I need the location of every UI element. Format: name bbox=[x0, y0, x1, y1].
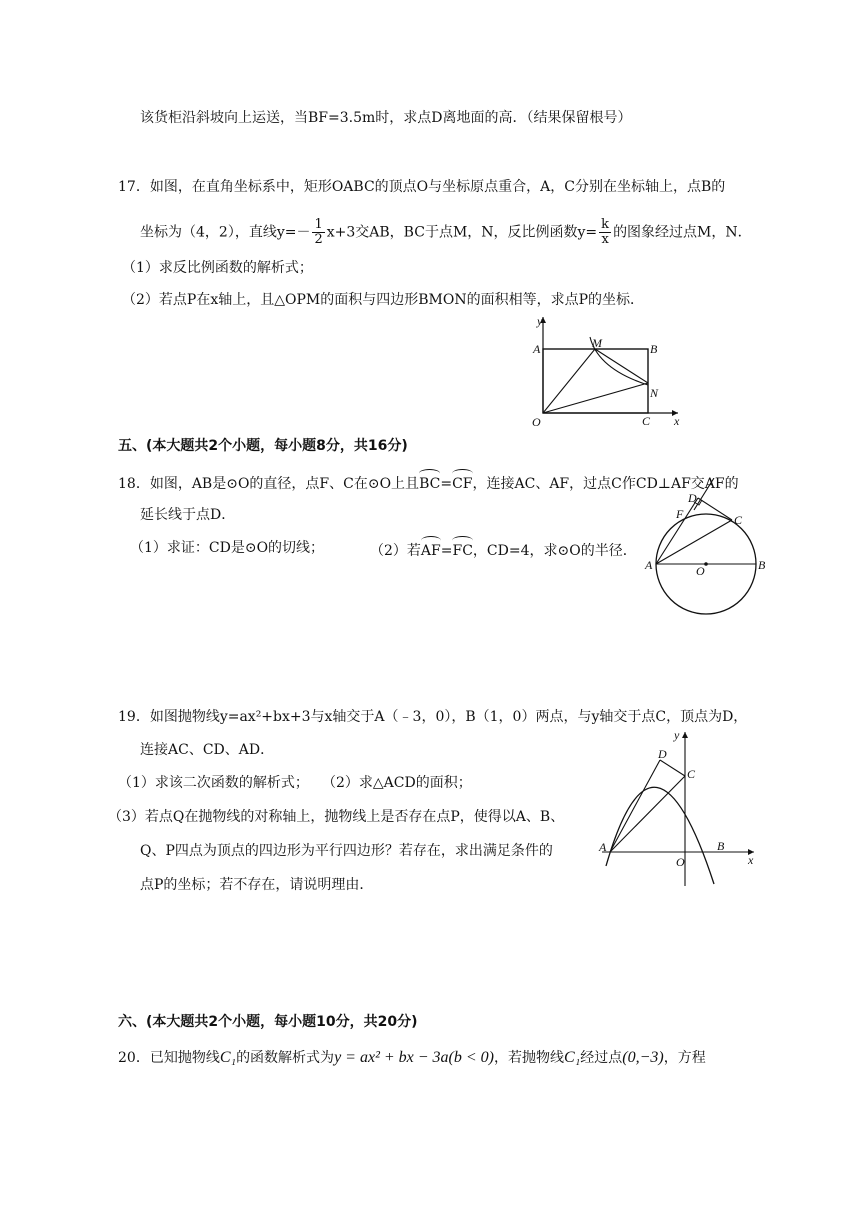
fig18-label: O bbox=[696, 564, 705, 578]
fraction-one-half: $\frac{1}{2}$ bbox=[314, 217, 323, 247]
q18-part1: （1）求证：CD是⊙O的切线； bbox=[130, 540, 325, 556]
q19-part3-2: Q、P四点为顶点的四边形为平行四边形？若存在，求出满足条件的 bbox=[140, 843, 553, 859]
equals: = bbox=[440, 476, 453, 492]
q17-figure bbox=[528, 313, 688, 431]
q18-line2: 延长线于点D． bbox=[140, 507, 236, 523]
fig17-label: N bbox=[650, 386, 659, 400]
c1-symbol: C₁ bbox=[564, 1049, 581, 1066]
fig19-label: y bbox=[674, 728, 680, 742]
q19-part2: （2）求△ACD的面积； bbox=[322, 775, 472, 791]
q19-part3-1: （3）若点Q在抛物线的对称轴上，抛物线上是否存在点P，使得以A、B、 bbox=[108, 809, 565, 825]
q18-line1-a: 18．如图，AB是⊙O的直径，点F、C在⊙O上且 bbox=[118, 476, 420, 492]
q19-part3-3: 点P的坐标；若不存在，请说明理由． bbox=[140, 877, 374, 893]
q20-b: 的函数解析式为 bbox=[236, 1050, 335, 1066]
q17-line1: 17．如图，在直角坐标系中，矩形OABC的顶点O与坐标原点重合，A，C分别在坐标轴上，点B的 bbox=[118, 179, 726, 195]
fig17-label: M bbox=[592, 336, 602, 350]
q18-figure bbox=[640, 478, 770, 616]
section-5-title: 五、(本大题共2个小题，每小题8分，共16分) bbox=[118, 438, 408, 454]
fig18-label: A bbox=[645, 558, 653, 572]
arc-fc: FC bbox=[452, 538, 472, 561]
q18-line1-b: ，连接AC、AF，过点C作CD⊥AF交AF的 bbox=[472, 476, 739, 492]
fig17-label: A bbox=[533, 342, 541, 356]
section-6-title: 六、(本大题共2个小题，每小题10分，共20分) bbox=[118, 1014, 418, 1030]
arc-bc: BC bbox=[419, 471, 440, 494]
fig18-label: C bbox=[734, 513, 743, 527]
q17-line2-c: 的图象经过点M，N． bbox=[613, 224, 752, 241]
fig17-label: B bbox=[650, 342, 658, 356]
q20-d: 经过点 bbox=[580, 1050, 623, 1066]
fig17-label: O bbox=[532, 415, 541, 429]
q20-e: ，方程 bbox=[663, 1050, 706, 1066]
arc-af: AF bbox=[421, 538, 441, 561]
q16-text: 该货柜沿斜坡向上运送，当BF=3.5m时，求点D离地面的高．（结果保留根号） bbox=[140, 110, 632, 126]
fig19-label: B bbox=[717, 839, 725, 853]
q18-part2 bbox=[370, 538, 637, 561]
q17-line2-b: x+3交AB，BC于点M，N，反比例函数y= bbox=[326, 224, 598, 241]
q20-point: (0,−3) bbox=[622, 1049, 664, 1066]
q17-line2 bbox=[140, 218, 752, 247]
fig18-label: B bbox=[758, 558, 766, 572]
c1-symbol: C₁ bbox=[219, 1049, 237, 1066]
fig18-label: D bbox=[688, 491, 697, 505]
q19-line1: 19．如图抛物线y=ax²+bx+3与x轴交于A（﹣3，0），B（1，0）两点，与y轴交于点C，顶点为D， bbox=[118, 709, 748, 725]
equals: = bbox=[440, 543, 453, 559]
q20-c: ，若抛物线 bbox=[494, 1050, 565, 1066]
fig19-label: O bbox=[676, 855, 685, 869]
q17-part2: （2）若点P在x轴上，且△OPM的面积与四边形BMON的面积相等，求点P的坐标． bbox=[122, 292, 644, 308]
q18-part2-a: （2）若 bbox=[370, 543, 421, 559]
fig17-label: y bbox=[537, 314, 543, 328]
fraction-k-over-x: $\frac{k}{x}$ bbox=[601, 217, 610, 247]
q17-part1: （1）求反比例函数的解析式； bbox=[122, 260, 313, 276]
fig19-label: x bbox=[748, 853, 754, 867]
arc-cf: CF bbox=[452, 471, 472, 494]
q20-line1 bbox=[118, 1048, 706, 1068]
fig17-label: x bbox=[674, 414, 680, 428]
fig19-label: A bbox=[599, 840, 607, 854]
q20-formula: y = ax² + bx − 3a(b < 0) bbox=[334, 1049, 495, 1066]
fig17-label: C bbox=[642, 414, 651, 428]
fig19-label: D bbox=[658, 747, 667, 761]
q18-part2-b: ，CD=4，求⊙O的半径． bbox=[472, 543, 637, 559]
fig19-label: C bbox=[687, 767, 696, 781]
q19-line2: 连接AC、CD、AD． bbox=[140, 742, 275, 758]
q19-part1: （1）求该二次函数的解析式； bbox=[118, 775, 309, 791]
q20-a: 20．已知抛物线 bbox=[118, 1050, 220, 1066]
q17-line2-a: 坐标为（4，2），直线y=－ bbox=[140, 224, 311, 241]
fig18-label: F bbox=[676, 507, 684, 521]
q19-figure bbox=[594, 726, 760, 888]
